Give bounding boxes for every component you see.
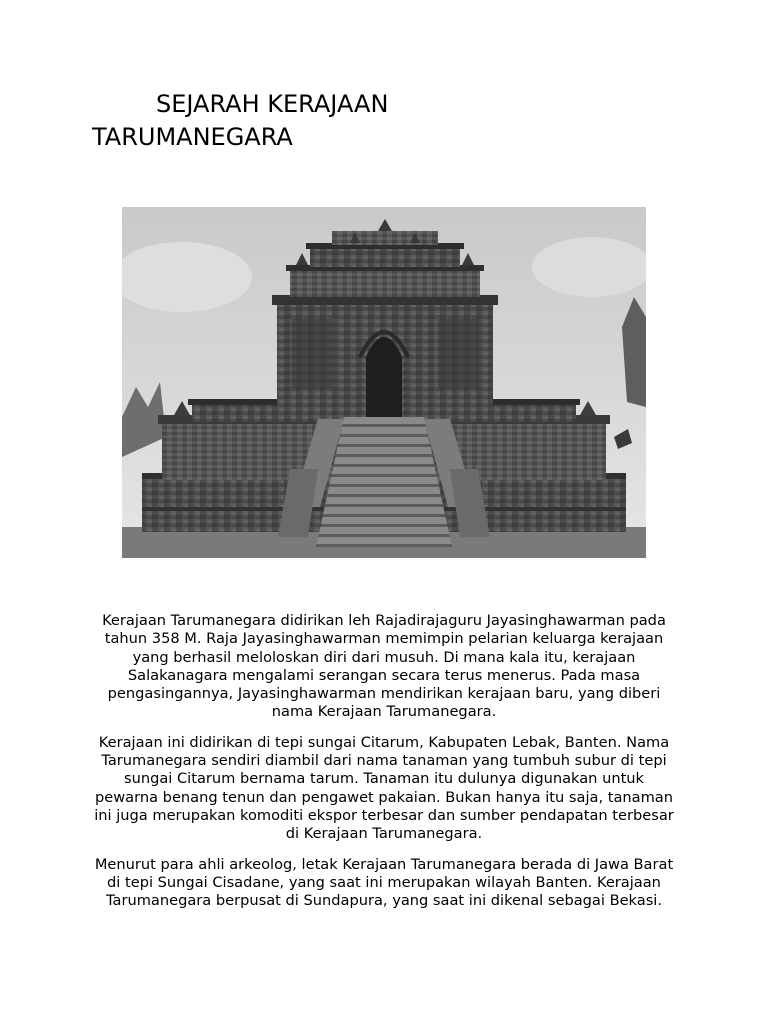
paragraph-1: Kerajaan Tarumanegara didirikan leh Rajadirajaguru Jayasinghawarman pada tahun 358 M. Raja Jayasinghawarman memimpin pelarian keluarga kerajaan yang berhasil meloloskan diri dari musuh. Di mana kala itu, kerajaan Salakanagara mengalami serangan secara terus menerus. Pada masa pengasingannya, Jayasinghawarman mendirikan kerajaan baru, yang diberi nama Kerajaan Tarumanegara. xyxy=(102,612,666,721)
paragraph-2: Kerajaan ini didirikan di tepi sungai Citarum, Kabupaten Lebak, Banten. Nama Tarumanegara sendiri diambil dari nama tanaman yang tumbuh subur di tepi sungai Citarum bernama tarum. Tanaman itu dulunya digunakan untuk pewarna benang tenun dan pengawet pakaian. Bukan hanya itu saja, tanaman ini juga merupakan komoditi ekspor terbesar dan sumber pendapatan terbesar di Kerajaan Tarumanegara. xyxy=(94,733,674,843)
temple-photo xyxy=(122,207,646,558)
body-text xyxy=(92,612,676,922)
paragraph-3: Menurut para ahli arkeolog, letak Kerajaan Tarumanegara berada di Jawa Barat di tepi Sungai Cisadane, yang saat ini merupakan wilayah Banten. Kerajaan Tarumanegara berpusat di Sundapura, yang saat ini dikenal sebagai Bekasi. xyxy=(94,855,674,910)
page-title: SEJARAH KERAJAAN TARUMANEGARA xyxy=(92,90,389,151)
temple-illustration xyxy=(122,207,646,558)
